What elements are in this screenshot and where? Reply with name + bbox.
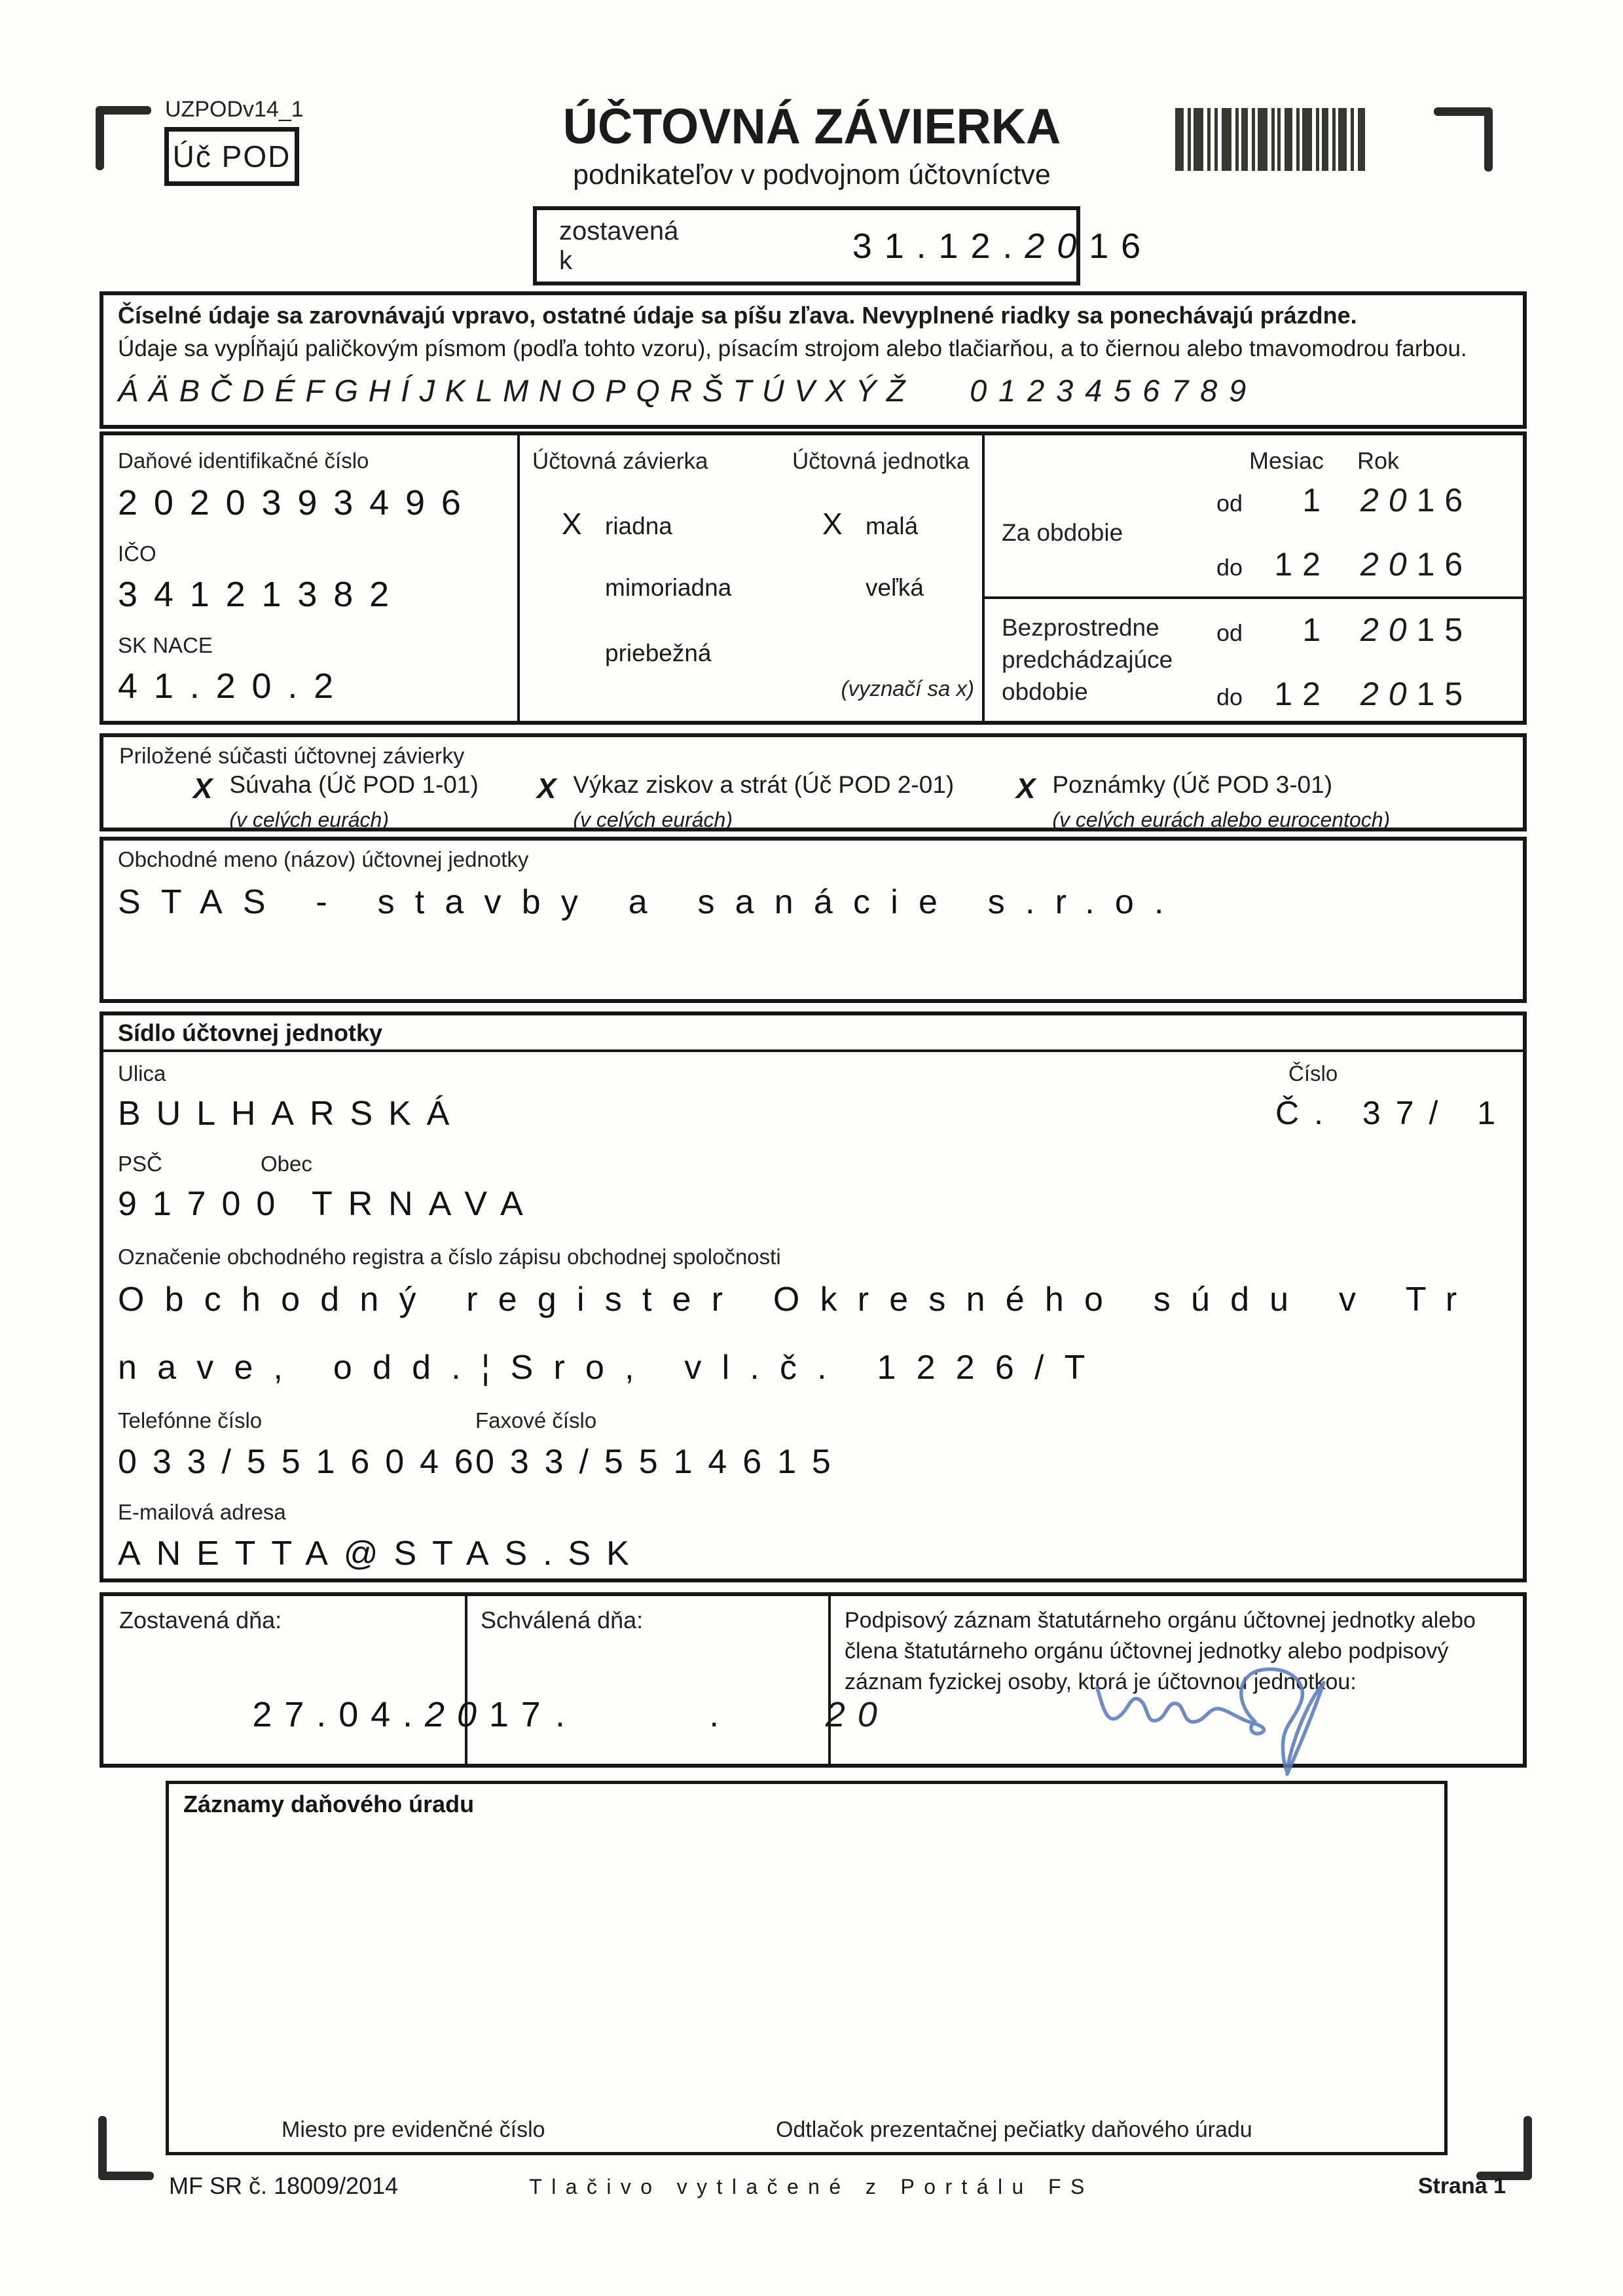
year-value: 2016: [1360, 546, 1473, 583]
phone-value: 033/5516046: [118, 1443, 489, 1481]
year-value: 2016: [1360, 482, 1473, 519]
company-name-label: Obchodné meno (názov) účtovnej jednotky: [118, 847, 529, 871]
company-name-value: STAS - stavby a sanácie s.r.o.: [118, 883, 1184, 921]
period-row-current-to: do 12 2016: [1216, 546, 1473, 583]
option-mala: X malá: [822, 507, 919, 541]
identification-box: [100, 431, 1527, 725]
form-code-label: Úč POD: [172, 139, 291, 173]
divider: [103, 1049, 1523, 1052]
footer-printed-note: Tlačivo vytlačené z Portálu FS: [529, 2175, 1094, 2198]
compiled-date-label: zostavená k: [559, 216, 679, 275]
option-mimoriadna: mimoriadna: [605, 574, 732, 601]
ulica-label: Ulica: [118, 1061, 166, 1085]
compiled-on-value: 27.04.2017: [252, 1695, 553, 1734]
ico-label: IČO: [118, 541, 156, 566]
psc-value: 91700: [118, 1185, 291, 1223]
instructions-box: [100, 291, 1527, 429]
divider: [982, 596, 1523, 599]
previous-period-label: Bezprostredne predchádzajúce obdobie: [1002, 614, 1173, 705]
sample-digits: 0123456789: [970, 373, 1258, 408]
ulica-value: BULHARSKÁ: [118, 1095, 465, 1133]
sample-characters-row: [118, 373, 1258, 409]
signature-scribble: [1093, 1663, 1362, 1784]
zavierka-header: Účtovná závierka: [532, 448, 708, 474]
signature-caption: Podpisový záznam štatutárneho orgánu účtovnej jednotky alebo člena štatutárneho orgánu účtovnej jednotky alebo podpisový záznam fyzickej osoby, ktorá je účtovnou jednotkou:: [845, 1608, 1476, 1694]
page-title: ÚČTOVNÁ ZÁVIERKA: [562, 99, 1061, 155]
period-row-previous-from: od 1 2015: [1216, 611, 1473, 648]
form-code-box: [164, 127, 299, 186]
period-row-previous-to: do 12 2015: [1216, 676, 1473, 712]
phone-label: Telefónne číslo: [118, 1408, 263, 1432]
compiled-date-value: 31.12.2016: [852, 226, 1154, 266]
evidence-number-label: Miesto pre evidenčné číslo: [282, 2117, 545, 2142]
mesiac-label: Mesiac: [1249, 447, 1324, 474]
dic-label: Daňové identifikačné číslo: [118, 448, 369, 473]
approved-on-label: Schválená dňa:: [481, 1607, 644, 1633]
divider: [982, 435, 985, 721]
email-value: ANETTA@STAS.SK: [118, 1535, 645, 1573]
attachment-vykaz: X Výkaz ziskov a strát (Úč POD 2-01) (v celých eurách): [537, 771, 955, 831]
tax-office-box: [166, 1781, 1448, 2155]
current-period-label: Za obdobie: [1002, 519, 1123, 546]
form-title-block: [419, 98, 1205, 191]
sk-nace-label: SK NACE: [118, 633, 213, 657]
month-value: 12: [1274, 546, 1330, 583]
form-version-label: UZPODv14_1: [165, 97, 304, 122]
register-label: Označenie obchodného registra a číslo zápisu obchodnej spoločnosti: [118, 1245, 781, 1269]
divider: [517, 435, 520, 721]
year-value: 2015: [1360, 611, 1473, 648]
psc-label: PSČ: [118, 1152, 162, 1176]
fax-label: Faxové číslo: [475, 1408, 597, 1432]
stamp-label: Odtlačok prezentačnej pečiatky daňového úradu: [776, 2117, 1252, 2142]
instructions-line1: Číselné údaje sa zarovnávajú vpravo, ostatné údaje sa píšu zľava. Nevyplnené riadky sa ponechávajú prázdne.: [118, 302, 1357, 329]
checkbox-mark-mala: X: [822, 507, 843, 541]
option-velka: veľká: [866, 574, 924, 601]
ico-value: 34121382: [118, 575, 405, 614]
period-row-current-from: od 1 2016: [1216, 482, 1473, 519]
register-value-line2: nave, odd.¦Sro, vl.č. 1226/T: [118, 1349, 1106, 1387]
mark-note: (vyznačí sa x): [841, 676, 974, 701]
cislo-value: Č. 37/ 1: [1275, 1095, 1511, 1131]
attachment-poznamky: X Poznámky (Úč POD 3-01) (v celých eurách alebo eurocentoch): [1016, 771, 1391, 831]
company-address-box: [100, 1011, 1527, 1582]
month-value: 12: [1274, 676, 1330, 712]
footer-page-number: Strana 1: [1417, 2174, 1506, 2198]
attachments-box: [100, 733, 1527, 831]
month-value: 1: [1302, 611, 1330, 648]
obec-value: TRNAVA: [312, 1185, 539, 1223]
x-mark: X: [193, 773, 213, 805]
jednotka-header: Účtovná jednotka: [792, 448, 970, 474]
x-mark: X: [537, 773, 556, 805]
option-priebezna: priebežná: [605, 640, 712, 666]
register-value-line1: Obchodný register Okresného súdu v Tr: [118, 1281, 1478, 1319]
sidlo-header: Sídlo účtovnej jednotky: [118, 1019, 383, 1046]
footer-form-ref: MF SR č. 18009/2014: [169, 2172, 399, 2199]
barcode: [1175, 108, 1365, 171]
cislo-label: Číslo: [1288, 1061, 1338, 1085]
option-riadna: X riadna: [562, 507, 672, 541]
month-value: 1: [1302, 482, 1330, 519]
sample-letters: ÁÄBČDÉFGHÍJKLMNOPQRŠTÚVXÝŽ: [118, 373, 916, 408]
fax-value: 033/5514615: [475, 1443, 847, 1481]
rok-label: Rok: [1357, 447, 1400, 474]
instructions-line2: Údaje sa vypĺňajú paličkovým písmom (podľa tohto vzoru), písacím strojom alebo tlačiarňou, a to čiernou alebo tmavomodrou farbou.: [118, 336, 1467, 361]
tax-office-header: Záznamy daňového úradu: [183, 1791, 475, 1817]
approved-on-value: . . 20: [555, 1695, 890, 1734]
dic-value: 2020393496: [118, 483, 477, 522]
compiled-on-label: Zostavená dňa:: [119, 1607, 282, 1633]
year-value: 2015: [1360, 676, 1473, 712]
email-label: E-mailová adresa: [118, 1500, 286, 1524]
attachment-suvaha: X Súvaha (Úč POD 1-01) (v celých eurách): [193, 771, 479, 831]
page-subtitle: podnikateľov v podvojnom účtovníctve: [573, 159, 1051, 191]
compiled-date-box: [533, 206, 1154, 285]
company-name-box: [100, 837, 1527, 1003]
checkbox-mark-riadna: X: [562, 507, 582, 541]
sk-nace-value: 41.20.2: [118, 666, 350, 706]
obec-label: Obec: [261, 1152, 312, 1176]
x-mark: X: [1016, 773, 1036, 805]
attachments-header: Priložené súčasti účtovnej závierky: [119, 744, 465, 769]
